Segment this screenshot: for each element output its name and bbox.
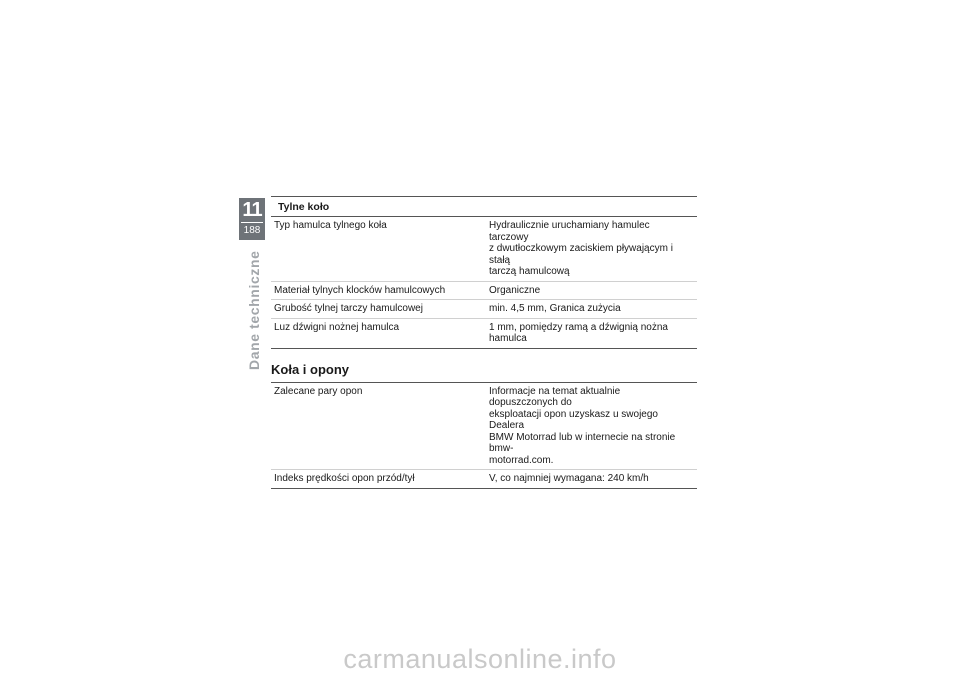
spec-content bbox=[271, 196, 697, 489]
chapter-divider bbox=[241, 222, 263, 223]
watermark-text: carmanualsonline.info bbox=[343, 644, 617, 674]
row-value bbox=[481, 383, 697, 470]
value-line: tarczą hamulcową bbox=[489, 266, 570, 277]
table-row bbox=[271, 300, 697, 319]
value-line: Organiczne bbox=[489, 284, 541, 296]
value-line: min. 4,5 mm, Granica zużycia bbox=[489, 303, 621, 314]
row-label: Grubość tylnej tarczy hamulcowej bbox=[274, 303, 423, 314]
value-line: BMW Motorrad lub w internecie na stronie bmw- bbox=[489, 431, 676, 454]
value-line: 1 mm, pomiędzy ramą a dźwignią nożna hamulca bbox=[489, 321, 668, 344]
row-value bbox=[481, 319, 697, 348]
table-row bbox=[271, 319, 697, 349]
chapter-title: Dane techniczne bbox=[246, 250, 262, 370]
row-value bbox=[481, 470, 697, 488]
rear-wheel-heading: Tylne koło bbox=[271, 197, 697, 217]
value-line: Informacje na temat aktualnie dopuszczonych do bbox=[489, 385, 621, 408]
table-row bbox=[271, 282, 697, 301]
chapter-number: 11 bbox=[242, 199, 262, 221]
row-value bbox=[481, 217, 697, 281]
row-label: Materiał tylnych klocków hamulcowych bbox=[274, 284, 446, 296]
table-row bbox=[271, 383, 697, 471]
value-line: eksploatacji opon uzyskasz u swojego Dealera bbox=[489, 408, 658, 431]
row-label: Luz dźwigni nożnej hamulca bbox=[274, 321, 400, 333]
table-row bbox=[271, 470, 697, 489]
row-label: Indeks prędkości opon przód/tył bbox=[274, 473, 415, 484]
value-line: z dwutłoczkowym zaciskiem pływającym i stałą bbox=[489, 243, 673, 266]
wheels-tyres-heading: Koła i opony bbox=[271, 361, 349, 377]
value-line: Hydraulicznie uruchamiany hamulec tarczowy bbox=[489, 220, 650, 243]
row-label: Zalecane pary opon bbox=[274, 385, 363, 397]
table-row bbox=[271, 217, 697, 282]
value-line: motorrad.com. bbox=[489, 454, 554, 466]
row-value bbox=[481, 282, 697, 300]
value-line: V, co najmniej wymagana: 240 km/h bbox=[489, 473, 649, 484]
row-value bbox=[481, 300, 697, 318]
row-label: Typ hamulca tylnego koła bbox=[274, 220, 387, 231]
page-number: 188 bbox=[243, 225, 261, 236]
